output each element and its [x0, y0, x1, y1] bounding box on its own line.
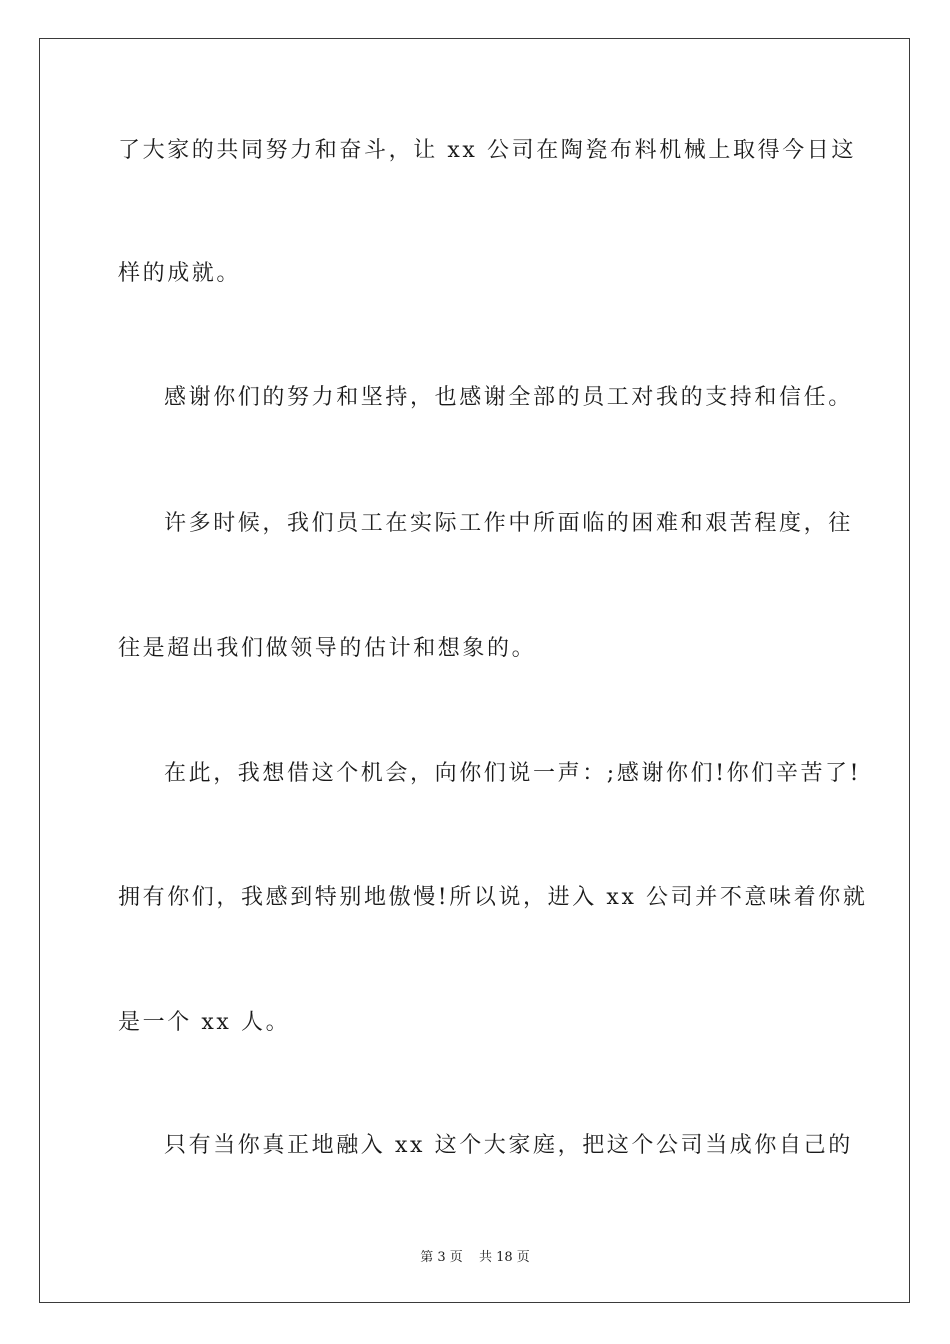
- body-line-5: 往是超出我们做领导的估计和想象的。: [118, 636, 537, 661]
- body-line-4: 许多时候，我们员工在实际工作中所面临的困难和艰苦程度，往: [164, 511, 853, 536]
- body-line-9: 只有当你真正地融入 xx 这个大家庭，把这个公司当成你自己的: [164, 1133, 853, 1158]
- body-line-1: 了大家的共同努力和奋斗，让 xx 公司在陶瓷布料机械上取得今日这: [118, 138, 857, 163]
- body-line-6: 在此，我想借这个机会，向你们说一声：;感谢你们!你们辛苦了!: [164, 761, 862, 786]
- page-total: 共 18 页: [478, 1250, 530, 1265]
- body-line-7: 拥有你们，我感到特别地傲慢!所以说，进入 xx 公司并不意味着你就: [118, 885, 868, 910]
- page-border: [39, 38, 910, 1303]
- page-footer: [0, 1246, 950, 1265]
- body-line-3: 感谢你们的努力和坚持，也感谢全部的员工对我的支持和信任。: [164, 385, 853, 410]
- body-line-8: 是一个 xx 人。: [118, 1010, 291, 1035]
- page-number: 第 3 页: [420, 1250, 463, 1265]
- body-line-2: 样的成就。: [118, 261, 242, 286]
